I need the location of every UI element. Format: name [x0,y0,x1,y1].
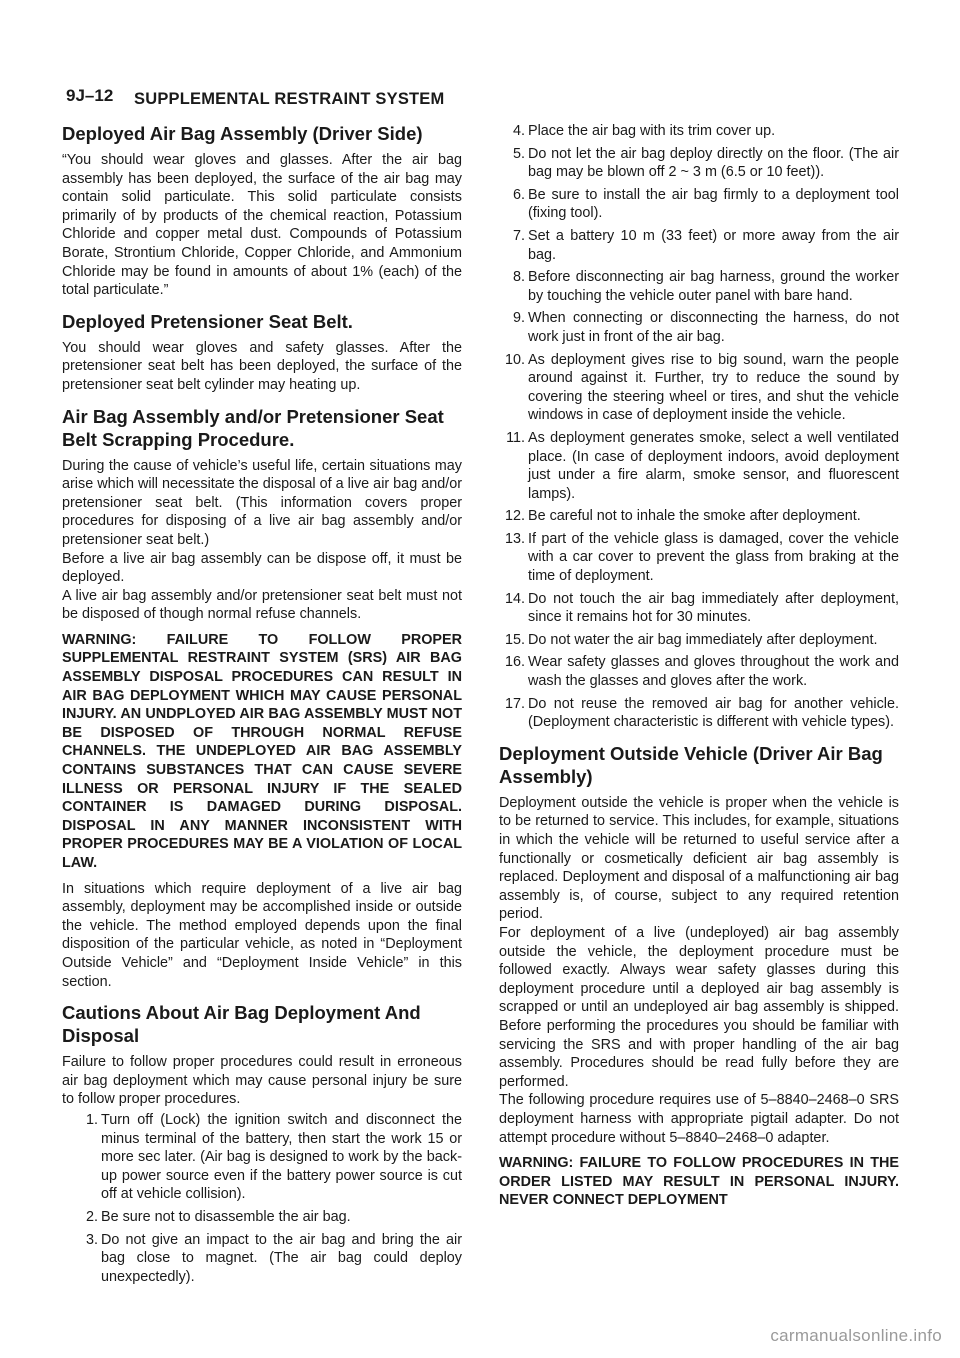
item-number: 1. [85,1111,98,1128]
list-item [499,695,899,732]
paragraph: Failure to follow proper procedures could result in erroneous air bag deployment which may cause personal injury be sure to follow proper procedures. [62,1054,462,1108]
item-number: 6. [512,186,525,203]
item-text: Set a battery 10 m (33 feet) or more away from the air bag. [528,227,899,263]
item-text: When connecting or disconnecting the harness, do not work just in front of the air bag. [528,310,899,345]
item-text: Do not give an impact to the air bag and bring the air bag close to magnet. (The air bag could deploy unexpectedly). [101,1231,462,1285]
section-title: SUPPLEMENTAL RESTRAINT SYSTEM [134,90,445,108]
list-item [499,590,899,627]
left-column [62,122,462,1290]
item-number: 2. [85,1208,98,1225]
paragraph: For deployment of a live (undeployed) air bag assembly outside the vehicle, the deployment procedure must be followed exactly. Always wear safety glasses during this deployment procedure until a deployed air bag assembly is scrapped or until an undeployed air bag assembly is shipped. Before performing the procedures you should be familiar with servicing the SRS and with proper handling of the air bag assembly. Procedures should be read fully before they are performed. [499,924,899,1090]
item-text: Before disconnecting air bag harness, ground the worker by touching the vehicle outer panel with bare hand. [528,269,899,304]
page-header [66,86,896,110]
list-item [72,1208,462,1227]
cautions-list [72,1111,462,1286]
cautions-list-continued [499,122,899,732]
paragraph: Deployment outside the vehicle is proper when the vehicle is to be returned to service. This includes, for example, situations in which the vehicle will be returned to useful service after a functionally or cosmetically deficient air bag assembly is replaced. Deployment and disposal of a malfunctioning air bag assembly is, of course, subject to any required retention period. [499,794,899,923]
item-text: As deployment gives rise to big sound, warn the people around against it. Further, try to reduce the sound by covering the steering wheel or tires, and shut the vehicle windows in case of deployment inside the vehicle. [528,351,899,424]
item-text: Do not touch the air bag immediately after deployment, since it remains hot for 30 minutes. [528,590,899,626]
item-number: 3. [85,1231,98,1248]
item-text: Place the air bag with its trim cover up. [528,123,776,139]
list-item [499,351,899,425]
list-item [72,1111,462,1204]
list-item [499,530,899,586]
item-text: Wear safety glasses and gloves throughout the work and wash the glasses and gloves after the work. [528,654,899,690]
item-text: Be sure to install the air bag firmly to a deployment tool (fixing tool). [528,186,899,222]
item-number: 16. [504,654,525,671]
paragraph: You should wear gloves and safety glasses. After the pretensioner seat belt has been deployed, the surface of the pretensioner seat belt cylinder may heating up. [62,339,462,393]
item-text: Do not water the air bag immediately after deployment. [528,631,878,648]
list-item [499,122,899,141]
heading-deployed-air-bag: Deployed Air Bag Assembly (Driver Side) [62,123,423,144]
item-number: 8. [512,269,525,286]
list-item [499,186,899,223]
list-item [499,507,899,526]
list-item [499,268,899,305]
item-number: 10. [504,351,525,368]
item-number: 15. [504,631,525,648]
item-number: 11. [506,429,525,446]
item-number: 9. [512,310,525,327]
list-item [499,653,899,690]
paragraph: Before a live air bag assembly can be dispose off, it must be deployed. [62,550,462,586]
watermark: carmanualsonline.info [770,1326,942,1345]
item-number: 5. [512,145,525,162]
item-number: 17. [504,695,525,712]
heading-pretensioner: Deployed Pretensioner Seat Belt. [62,310,353,332]
item-number: 4. [512,123,525,139]
paragraph: A live air bag assembly and/or pretensioner seat belt must not be disposed of though normal refuse channels. [62,587,462,623]
item-text: Do not let the air bag deploy directly on the floor. (The air bag may be blown off 2 ~ 3 m (6.5 or 10 feet)). [528,145,899,181]
list-item [499,227,899,264]
heading-cautions: Cautions About Air Bag Deployment And Disposal [62,1002,421,1047]
paragraph: The following procedure requires use of 5–8840–2468–0 SRS deployment harness with appropriate pigtail adapter. Do not attempt procedure without 5–8840–2468–0 adapter. [499,1092,899,1146]
item-text: Be careful not to inhale the smoke after deployment. [528,508,861,525]
heading-scrapping-procedure: Air Bag Assembly and/or Pretensioner Seat Belt Scrapping Procedure. [62,405,444,450]
list-item [72,1231,462,1287]
item-text: Turn off (Lock) the ignition switch and disconnect the minus terminal of the battery, then start the work 15 or more sec later. (Air bag is designed to work by the back-up power source even if the battery power source is cut off at vehicle collision). [101,1111,462,1203]
item-number: 14. [504,590,525,607]
item-number: 7. [512,227,525,244]
warning-text: WARNING: FAILURE TO FOLLOW PROCEDURES IN THE ORDER LISTED MAY RESULT IN PERSONAL INJURY. NEVER CONNECT DEPLOYMENT [499,1155,899,1209]
warning-text: WARNING: FAILURE TO FOLLOW PROPER SUPPLEMENTAL RESTRAINT SYSTEM (SRS) AIR BAG ASSEMBLY DISPOSAL PROCEDURES CAN RESULT IN AIR BAG DEPLOYMENT WHICH MAY CAUSE PERSONAL INJURY. AN UNDPLOYED AIR BAG ASSEMBLY MUST NOT BE DISPOSED OF THROUGH NORMAL REFUSE CHANNELS. THE UNDEPLOYED AIR BAG ASSEMBLY CONTAINS SUBSTANCES THAT CAN CAUSE SEVERE ILLNESS OR PERSONAL INJURY IF THE SEALED CONTAINER IS DAMAGED DURING DISPOSAL. DISPOSAL IN ANY MANNER INCONSISTENT WITH PROPER PROCEDURES MAY BE A VIOLATION OF LOCAL LAW. [62,631,462,871]
item-text: Be sure not to disassemble the air bag. [101,1208,351,1225]
paragraph: During the cause of vehicle’s useful life, certain situations may arise which will necessitate the disposal of a live air bag and/or pretensioner seat belt. (This information covers proper procedures for disposing of a live air bag assembly and/or pretensioner seat belt.) [62,457,462,548]
item-text: Do not reuse the removed air bag for another vehicle. (Deployment characteristic is different with vehicle types). [528,695,899,731]
page-number: 9J–12 [66,86,114,105]
item-text: As deployment generates smoke, select a well ventilated place. (In case of deployment indoors, avoid deployment just under a fire alarm, smoke sensor, and fluorescent lamps). [528,429,899,502]
list-item [499,309,899,346]
paragraph: In situations which require deployment of a live air bag assembly, deployment may be accomplished inside or outside the vehicle. The method employed depends upon the final disposition of the particular vehicle, as noted in “Deployment Outside Vehicle” and “Deployment Inside Vehicle” in this section. [62,880,462,990]
item-number: 12. [504,508,525,525]
item-text: If part of the vehicle glass is damaged, cover the vehicle with a car cover to prevent the glass from braking at the time of deployment. [528,530,899,585]
heading-deployment-outside: Deployment Outside Vehicle (Driver Air Bag Assembly) [499,742,883,787]
list-item [499,145,899,182]
right-column [499,122,899,1217]
item-number: 13. [504,530,525,547]
list-item [499,429,899,503]
paragraph: “You should wear gloves and glasses. After the air bag assembly has been deployed, the surface of the air bag may contain solid particulate. This solid particulate consists primarily of by products of the chemical reaction, Potassium Chloride and copper metal dust. Compounds of Potassium Borate, Strontium Chloride, Copper Chloride, and Ammonium Chloride may be found in amounts of about 1% (each) of the total particulate.” [62,152,462,299]
list-item [499,631,899,650]
